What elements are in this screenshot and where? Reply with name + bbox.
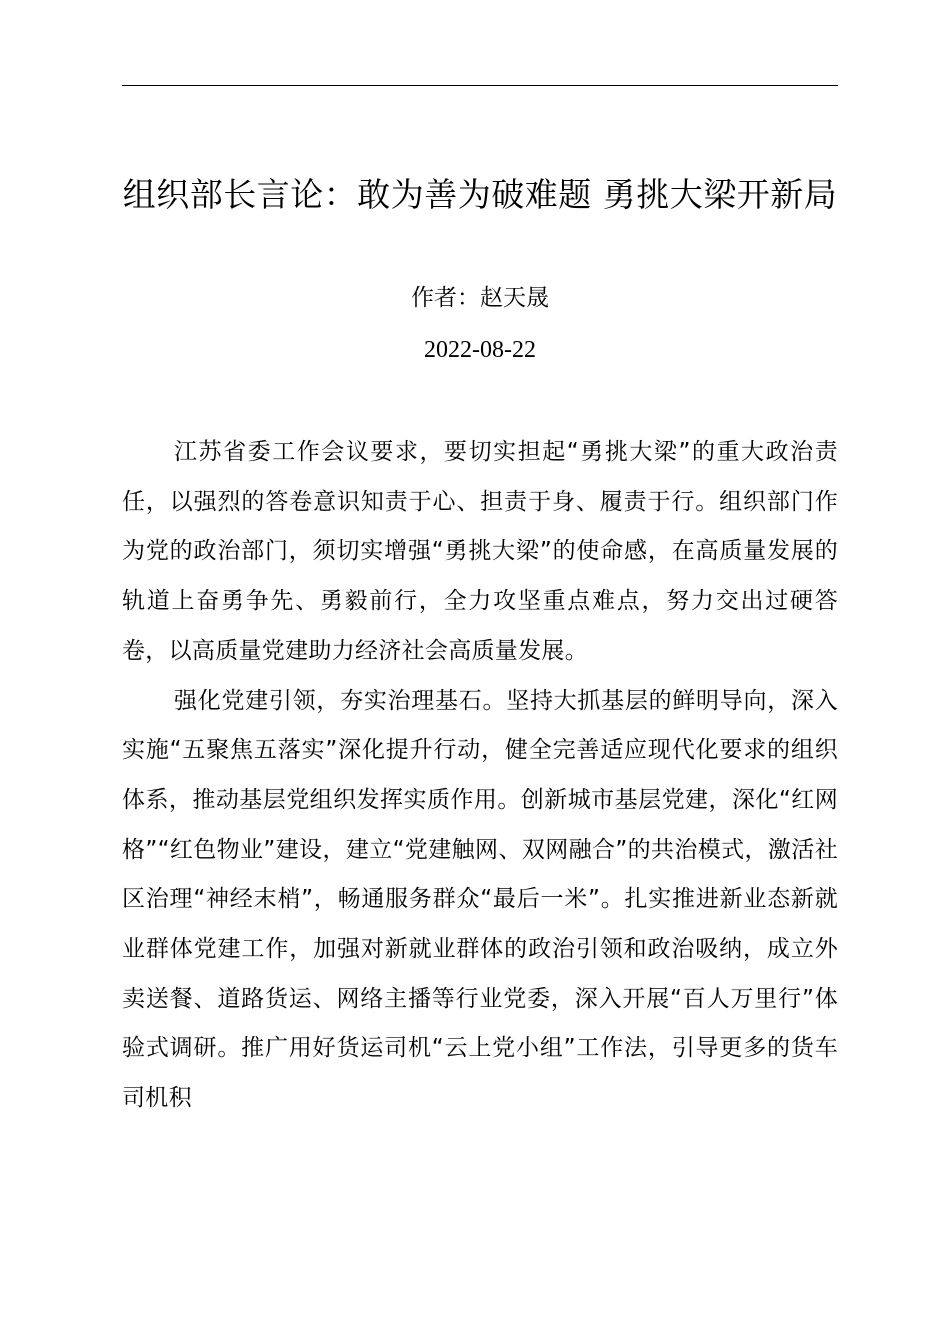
document-date: 2022-08-22 xyxy=(424,337,536,363)
document-body xyxy=(122,428,838,1124)
body-paragraph: 江苏省委工作会议要求，要切实担起“勇挑大梁”的重大政治责任，以强烈的答卷意识知责于心、担责于身、履责于行。组织部门作为党的政治部门，须切实增强“勇挑大梁”的使命感，在高质量发展的轨道上奋勇争先、勇毅前行，全力攻坚重点难点，努力交出过硬答卷，以高质量党建助力经济社会高质量发展。 xyxy=(122,439,838,664)
header-rule xyxy=(122,85,838,86)
document-author: 作者：赵天晟 xyxy=(411,285,549,311)
document-title: 组织部长言论：敢为善为破难题 勇挑大梁开新局 xyxy=(122,175,838,214)
body-paragraph: 强化党建引领，夯实治理基石。坚持大抓基层的鲜明导向，深入实施“五聚焦五落实”深化提升行动，健全完善适应现代化要求的组织体系，推动基层党组织发挥实质作用。创新城市基层党建，深化“红网格”“红色物业”建设，建立“党建触网、双网融合”的共治模式，激活社区治理“神经末梢”，畅通服务群众“最后一米”。扎实推进新业态新就业群体党建工作，加强对新就业群体的政治引领和政治吸纳，成立外卖送餐、道路货运、网络主播等行业党委，深入开展“百人万里行”体验式调研。推广用好货运司机“云上党小组”工作法，引导更多的货车司机积 xyxy=(122,687,838,1112)
